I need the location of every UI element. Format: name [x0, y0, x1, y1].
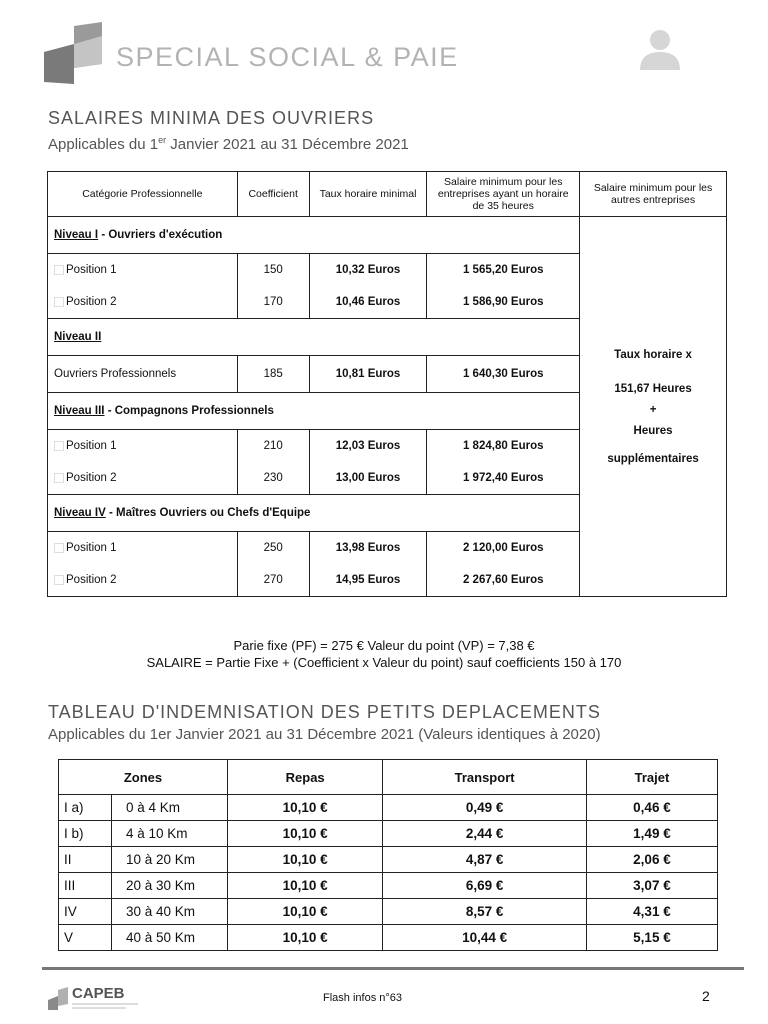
salaire-cell: 1 640,30 Euros — [427, 356, 580, 393]
table-row — [59, 873, 718, 899]
transport-cell: 10,44 € — [383, 925, 587, 951]
position-label: Position 2 — [66, 296, 117, 308]
indemnisation-title: TABLEAU D'INDEMNISATION DES PETITS DEPLACEMENTS — [48, 702, 601, 722]
checkbox-mark — [54, 473, 64, 483]
coefficient-cell: 230 — [237, 462, 309, 495]
salaire-cell: 2 267,60 Euros — [427, 564, 580, 597]
checkbox-mark — [54, 265, 64, 275]
zone-cell: V — [59, 925, 112, 951]
header-title: SPECIAL SOCIAL & PAIE — [116, 42, 459, 72]
level-description: - Maîtres Ouvriers ou Chefs d'Equipe — [108, 507, 311, 519]
table-row — [59, 821, 718, 847]
formula-line-1: Parie fixe (PF) = 275 € Valeur du point (VP) = 7,38 € — [233, 638, 535, 653]
trajet-cell: 2,06 € — [586, 847, 717, 873]
checkbox-mark — [54, 441, 64, 451]
position-label: Ouvriers Professionnels — [48, 356, 238, 393]
col-header-repas: Repas — [228, 760, 383, 795]
checkbox-mark — [54, 543, 64, 553]
col-header-categorie: Catégorie Professionnelle — [48, 172, 238, 217]
taux-cell: 12,03 Euros — [309, 430, 427, 463]
checkbox-mark — [54, 575, 64, 585]
table-header-row — [59, 760, 718, 795]
range-cell: 30 à 40 Km — [112, 899, 228, 925]
indemnisation-table — [58, 759, 718, 951]
taux-cell: 14,95 Euros — [309, 564, 427, 597]
position-label: Position 2 — [66, 574, 117, 586]
repas-cell: 10,10 € — [228, 899, 383, 925]
table-row — [59, 795, 718, 821]
zone-cell: I b) — [59, 821, 112, 847]
footer-divider — [42, 967, 744, 970]
level-name: Niveau III — [54, 405, 105, 417]
taux-cell: 10,32 Euros — [309, 254, 427, 287]
range-cell: 20 à 30 Km — [112, 873, 228, 899]
coefficient-cell: 150 — [237, 254, 309, 287]
transport-cell: 2,44 € — [383, 821, 587, 847]
col-header-coefficient: Coefficient — [237, 172, 309, 217]
autres-entreprises-cell: Taux horaire x 151,67 Heures + Heures supplémentaires — [580, 217, 727, 597]
table-row — [59, 899, 718, 925]
capeb-logo-text: CAPEB — [72, 985, 125, 1002]
trajet-cell: 0,46 € — [586, 795, 717, 821]
transport-cell: 8,57 € — [383, 899, 587, 925]
salaires-title: SALAIRES MINIMA DES OUVRIERS — [48, 108, 375, 128]
table-row — [59, 925, 718, 951]
zone-cell: IV — [59, 899, 112, 925]
position-label: Position 1 — [66, 440, 117, 452]
salaire-cell: 1 972,40 Euros — [427, 462, 580, 495]
col-header-transport: Transport — [383, 760, 587, 795]
level-name: Niveau I — [54, 229, 99, 241]
taux-cell: 13,00 Euros — [309, 462, 427, 495]
salaire-cell: 1 586,90 Euros — [427, 286, 580, 319]
range-cell: 0 à 4 Km — [112, 795, 228, 821]
repas-cell: 10,10 € — [228, 873, 383, 899]
transport-cell: 6,69 € — [383, 873, 587, 899]
col-header-zones: Zones — [59, 760, 228, 795]
zone-cell: III — [59, 873, 112, 899]
level-description: - Compagnons Professionnels — [107, 405, 274, 417]
salaires-subtitle: Applicables du 1er Janvier 2021 au 31 Décembre 2021 — [48, 135, 409, 153]
salaire-cell: 1 565,20 Euros — [427, 254, 580, 287]
level-name: Niveau IV — [54, 507, 106, 519]
range-cell: 4 à 10 Km — [112, 821, 228, 847]
taux-cell: 10,46 Euros — [309, 286, 427, 319]
trajet-cell: 3,07 € — [586, 873, 717, 899]
formula-line-2: SALAIRE = Partie Fixe + (Coefficient x Valeur du point) sauf coefficients 150 à 170 — [146, 655, 622, 670]
coefficient-cell: 210 — [237, 430, 309, 463]
range-cell: 40 à 50 Km — [112, 925, 228, 951]
coefficient-cell: 170 — [237, 286, 309, 319]
repas-cell: 10,10 € — [228, 925, 383, 951]
indemnisation-subtitle: Applicables du 1er Janvier 2021 au 31 Décembre 2021 (Valeurs identiques à 2020) — [48, 726, 601, 743]
level-name: Niveau II — [54, 331, 102, 343]
table-row — [59, 847, 718, 873]
capeb-logo — [46, 978, 146, 1014]
col-header-salaire-35h: Salaire minimum pour les entreprises ayant un horaire de 35 heures — [427, 172, 580, 217]
repas-cell: 10,10 € — [228, 795, 383, 821]
taux-cell: 10,81 Euros — [309, 356, 427, 393]
position-label: Position 2 — [66, 472, 117, 484]
taux-cell: 13,98 Euros — [309, 532, 427, 565]
trajet-cell: 5,15 € — [586, 925, 717, 951]
table-header-row — [48, 172, 727, 217]
salaire-cell: 1 824,80 Euros — [427, 430, 580, 463]
checkbox-mark — [54, 297, 64, 307]
col-header-taux: Taux horaire minimal — [309, 172, 427, 217]
range-cell: 10 à 20 Km — [112, 847, 228, 873]
level-row — [48, 217, 727, 254]
footer-flash-info: Flash infos n°63 — [323, 992, 402, 1004]
position-label: Position 1 — [66, 542, 117, 554]
repas-cell: 10,10 € — [228, 847, 383, 873]
cube-logo-icon — [44, 22, 106, 84]
person-silhouette-icon — [636, 26, 684, 70]
salaires-table — [47, 171, 727, 597]
coefficient-cell: 250 — [237, 532, 309, 565]
page-number: 2 — [702, 988, 710, 1004]
trajet-cell: 4,31 € — [586, 899, 717, 925]
trajet-cell: 1,49 € — [586, 821, 717, 847]
transport-cell: 4,87 € — [383, 847, 587, 873]
coefficient-cell: 185 — [237, 356, 309, 393]
zone-cell: II — [59, 847, 112, 873]
zone-cell: I a) — [59, 795, 112, 821]
transport-cell: 0,49 € — [383, 795, 587, 821]
coefficient-cell: 270 — [237, 564, 309, 597]
level-description: - Ouvriers d'exécution — [101, 229, 223, 241]
position-label: Position 1 — [66, 264, 117, 276]
repas-cell: 10,10 € — [228, 821, 383, 847]
salaire-cell: 2 120,00 Euros — [427, 532, 580, 565]
col-header-salaire-autres: Salaire minimum pour les autres entreprises — [580, 172, 727, 217]
col-header-trajet: Trajet — [586, 760, 717, 795]
